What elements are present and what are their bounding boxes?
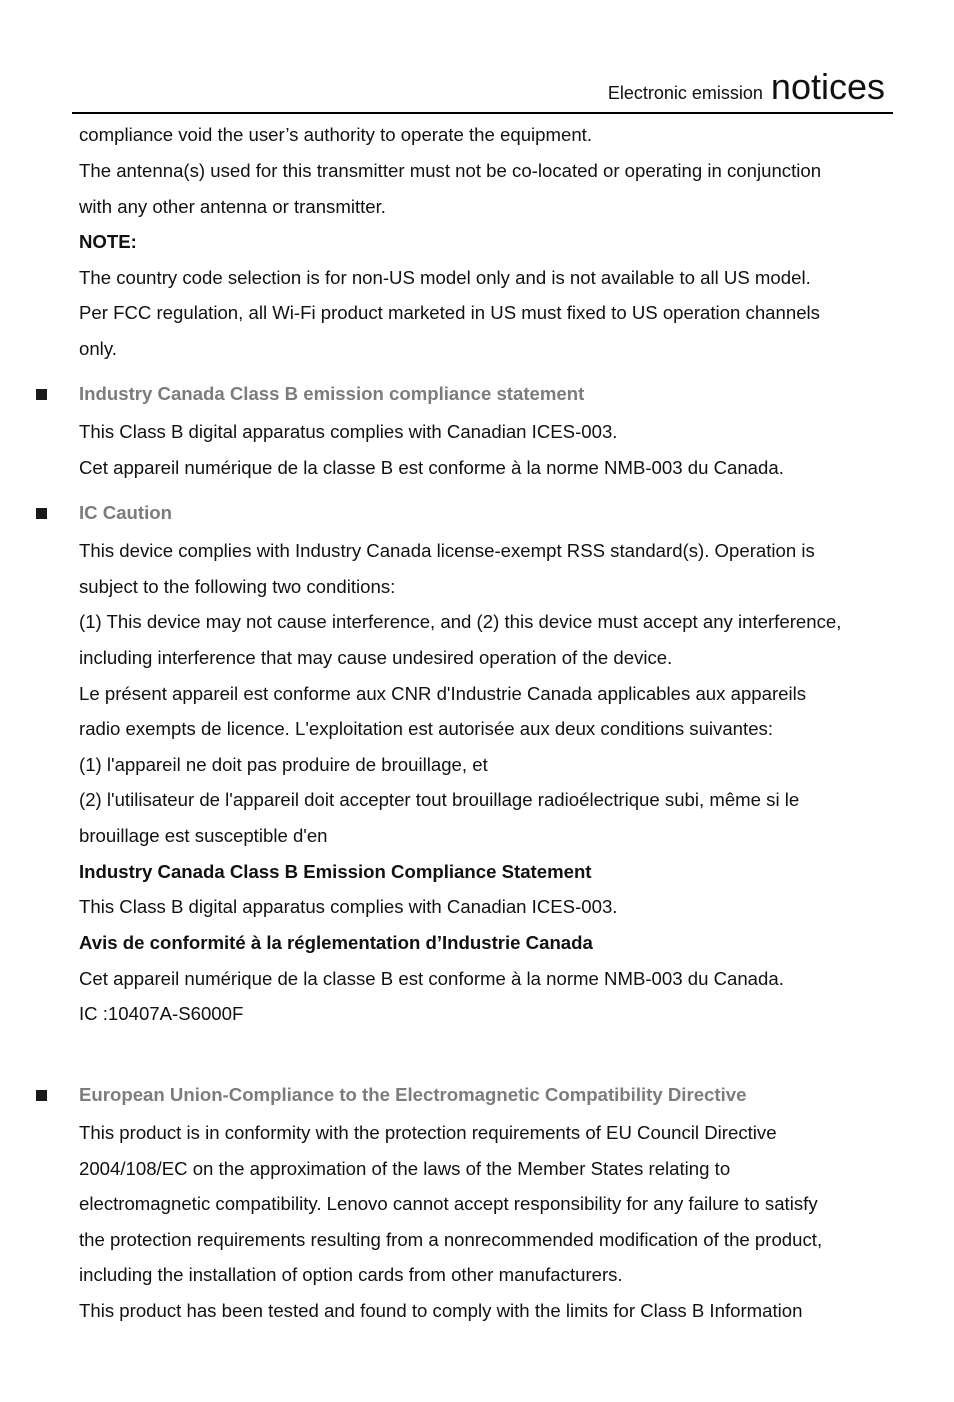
text-line: subject to the following two conditions: xyxy=(79,576,396,597)
text-line: This Class B digital apparatus complies with Canadian ICES-003. xyxy=(79,421,618,442)
text-line: with any other antenna or transmitter. xyxy=(79,196,386,217)
bullet-square-icon xyxy=(36,389,47,400)
section-heading-ic-caution: IC Caution xyxy=(79,502,172,523)
text-line: (2) l'utilisateur de l'appareil doit accepter tout brouillage radioélectrique subi, même si le xyxy=(79,789,800,810)
bullet-square-icon xyxy=(36,508,47,519)
text-line: (1) l'appareil ne doit pas produire de brouillage, et xyxy=(79,754,488,775)
bullet-square-icon xyxy=(36,1090,47,1101)
text-line: 2004/108/EC on the approximation of the laws of the Member States relating to xyxy=(79,1158,731,1179)
header-title xyxy=(608,66,885,108)
header-title-large: notices xyxy=(770,66,885,107)
text-line: brouillage est susceptible d'en xyxy=(79,825,328,846)
text-line: only. xyxy=(79,338,117,359)
text-line: This product has been tested and found to comply with the limits for Class B Information xyxy=(79,1300,803,1321)
subheading-avis-conformite: Avis de conformité à la réglementation d’Industrie Canada xyxy=(79,932,593,953)
ic-number: IC :10407A-S6000F xyxy=(79,1003,244,1024)
text-line: compliance void the user’s authority to operate the equipment. xyxy=(79,124,593,145)
text-line: electromagnetic compatibility. Lenovo cannot accept responsibility for any failure to satisfy xyxy=(79,1193,818,1214)
text-line: Cet appareil numérique de la classe B est conforme à la norme NMB-003 du Canada. xyxy=(79,968,784,989)
text-line: The country code selection is for non-US model only and is not available to all US model. xyxy=(79,267,811,288)
section-heading-industry-canada: Industry Canada Class B emission compliance statement xyxy=(79,383,585,404)
text-line: This Class B digital apparatus complies with Canadian ICES-003. xyxy=(79,896,618,917)
note-label: NOTE: xyxy=(79,231,137,252)
text-line: (1) This device may not cause interference, and (2) this device must accept any interference, xyxy=(79,611,842,632)
text-line: including the installation of option cards from other manufacturers. xyxy=(79,1264,623,1285)
text-line: Le présent appareil est conforme aux CNR d'Industrie Canada applicables aux appareils xyxy=(79,683,807,704)
text-line: This device complies with Industry Canada license-exempt RSS standard(s). Operation is xyxy=(79,540,815,561)
section-heading-eu-emc: European Union-Compliance to the Electromagnetic Compatibility Directive xyxy=(79,1084,747,1105)
header-title-small: Electronic emission xyxy=(607,83,763,103)
text-line: This product is in conformity with the protection requirements of EU Council Directive xyxy=(79,1122,777,1143)
page-header xyxy=(72,62,893,114)
text-line: Cet appareil numérique de la classe B est conforme à la norme NMB-003 du Canada. xyxy=(79,457,784,478)
subheading-emission-statement: Industry Canada Class B Emission Compliance Statement xyxy=(79,861,592,882)
text-line: the protection requirements resulting from a nonrecommended modification of the product, xyxy=(79,1229,823,1250)
text-line: The antenna(s) used for this transmitter must not be co-located or operating in conjunction xyxy=(79,160,822,181)
text-line: including interference that may cause undesired operation of the device. xyxy=(79,647,673,668)
text-line: radio exempts de licence. L'exploitation est autorisée aux deux conditions suivantes: xyxy=(79,718,773,739)
text-line: Per FCC regulation, all Wi-Fi product marketed in US must fixed to US operation channels xyxy=(79,302,820,323)
